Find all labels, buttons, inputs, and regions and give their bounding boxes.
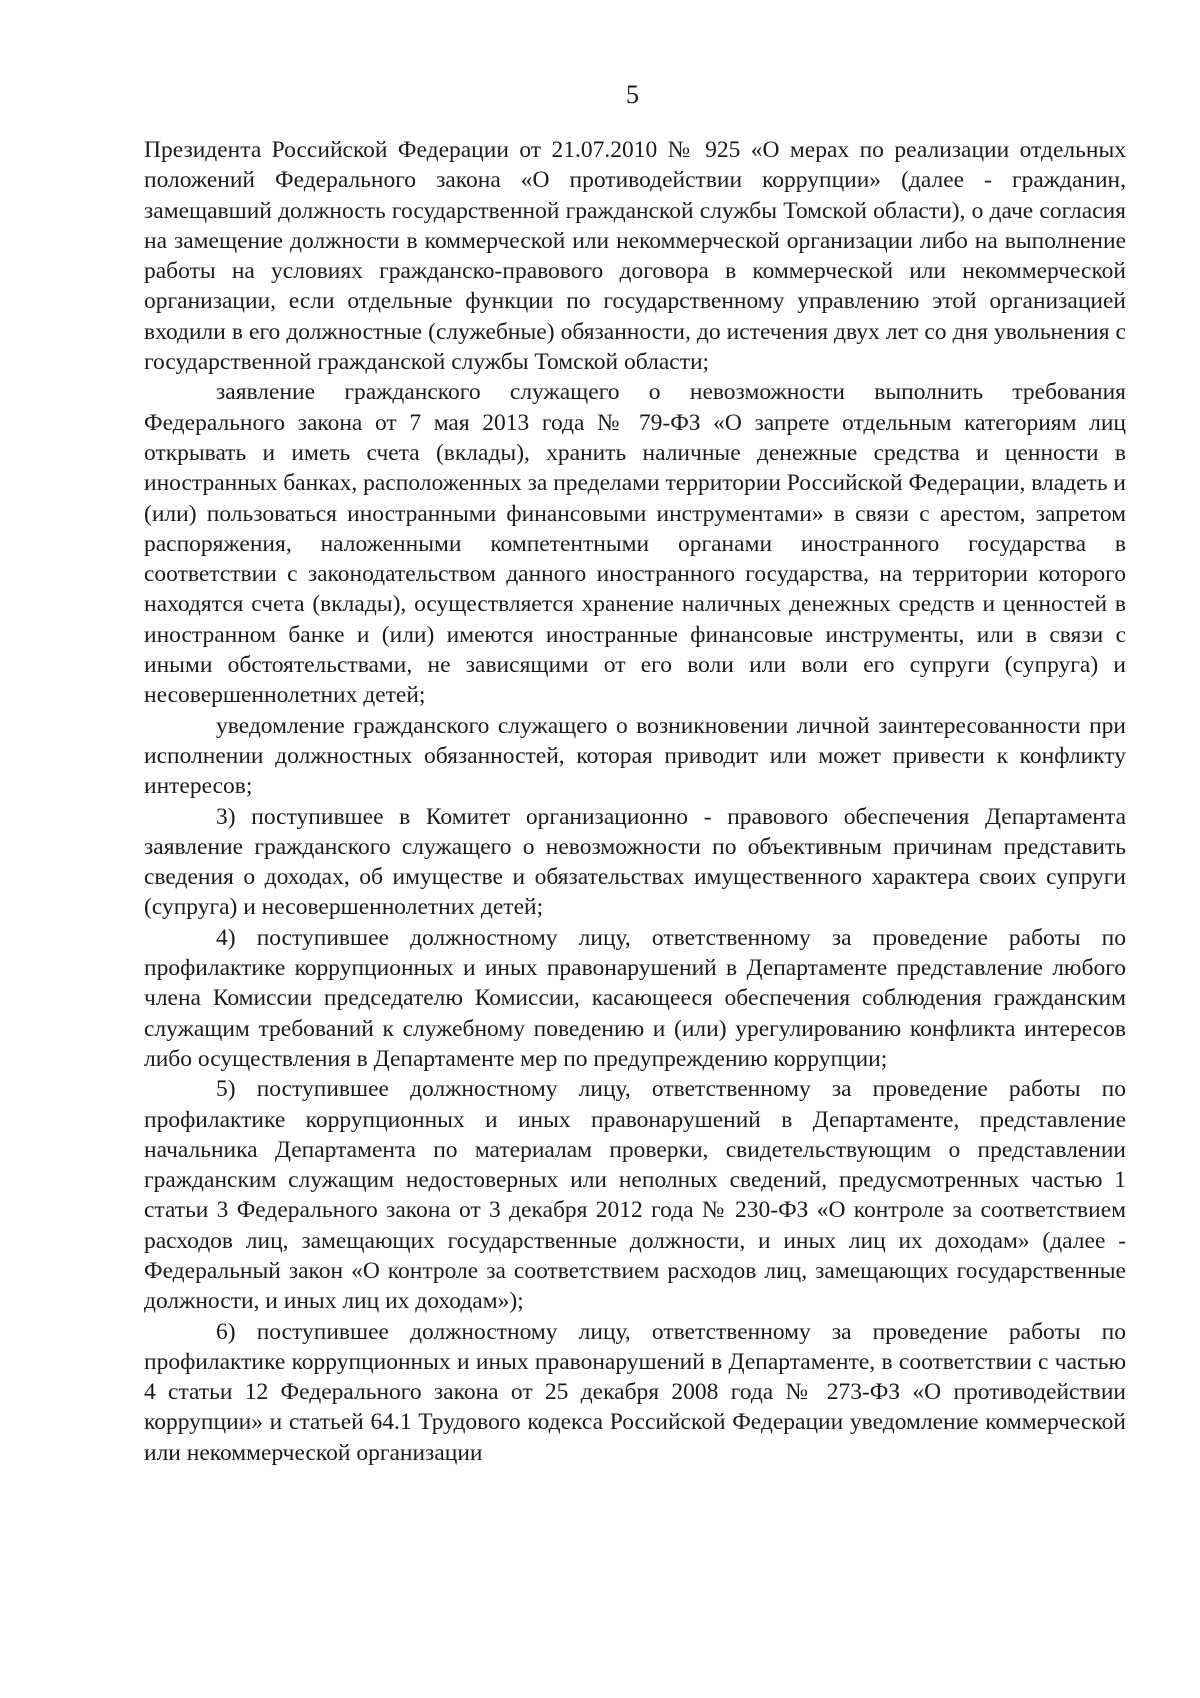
paragraph-continuation: Президента Российской Федерации от 21.07.2010 № 925 «О мерах по реализации отдельных положений Федерального закона «О противодействии коррупции» (далее - гражданин, замещавший должность государственной гражданской службы Томской области), о даче согласия на замещение должности в коммерческой или некоммерческой организации либо на выполнение работы на условиях гражданско-правового договора в коммерческой или некоммерческой организации, если отдельные функции по государственному управлению этой организацией входили в его должностные (служебные) обязанности, до истечения двух лет со дня увольнения с государственной гражданской службы Томской области;	[144, 137, 1126, 376]
paragraph-item-4: 4) поступившее должностному лицу, ответственному за проведение работы по профилактике коррупционных и иных правонарушений в Департаменте представление любого члена Комиссии председателю Комиссии, касающееся обеспечения соблюдения гражданским служащим требований к служебному поведению и (или) урегулированию конфликта интересов либо осуществления в Департаменте мер по предупреждению коррупции;	[144, 924, 1126, 1072]
paragraph-item-3: 3) поступившее в Комитет организационно - правового обеспечения Департамента заявление гражданского служащего о невозможности по объективным причинам представить сведения о доходах, об имуществе и обязательствах имущественного характера своих супруги (супруга) и несовершеннолетних детей;	[144, 803, 1126, 921]
paragraph-notice-interest: уведомление гражданского служащего о возникновении личной заинтересованности при исполнении должностных обязанностей, которая приводит или может привести к конфликту интересов;	[144, 712, 1126, 800]
paragraph-statement-79fz: заявление гражданского служащего о невозможности выполнить требования Федерального закона от 7 мая 2013 года № 79-ФЗ «О запрете отдельным категориям лиц открывать и иметь счета (вклады), хранить наличные денежные средства и ценности в иностранных банках, расположенных за пределами территории Российской Федерации, владеть и (или) пользоваться иностранными финансовыми инструментами» в связи с арестом, запретом распоряжения, наложенными компетентными органами иностранного государства в соответствии с законодательством данного иностранного государства, на территории которого находятся счета (вклады), осуществляется хранение наличных денежных средств и ценностей в иностранном банке и (или) имеются иностранные финансовые инструменты, или в связи с иными обстоятельствами, не зависящими от его воли или воли его супруги (супруга) и несовершеннолетних детей;	[144, 379, 1126, 709]
document-body	[144, 135, 1126, 1468]
paragraph-item-6: 6) поступившее должностному лицу, ответственному за проведение работы по профилактике коррупционных и иных правонарушений в Департаменте, в соответствии с частью 4 статьи 12 Федерального закона от 25 декабря 2008 года № 273-ФЗ «О противодействии коррупции» и статьей 64.1 Трудового кодекса Российской Федерации уведомление коммерческой или некоммерческой организации	[144, 1318, 1126, 1466]
paragraph-item-5: 5) поступившее должностному лицу, ответственному за проведение работы по профилактике коррупционных и иных правонарушений в Департаменте, представление начальника Департамента по материалам проверки, свидетельствующим о представлении гражданским служащим недостоверных или неполных сведений, предусмотренных частью 1 статьи 3 Федерального закона от 3 декабря 2012 года № 230-ФЗ «О контроле за соответствием расходов лиц, замещающих государственные должности, и иных лиц их доходам» (далее - Федеральный закон «О контроле за соответствием расходов лиц, замещающих государственные должности, и иных лиц их доходам»);	[144, 1076, 1126, 1315]
page-number: 5	[626, 80, 639, 109]
